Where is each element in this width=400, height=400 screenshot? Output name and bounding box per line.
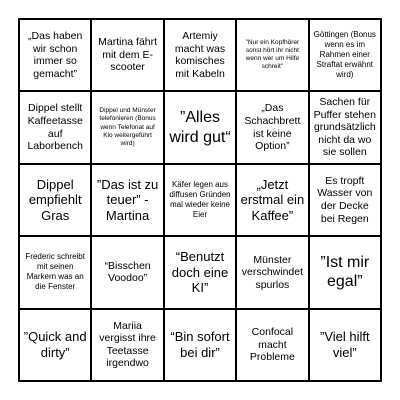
cell-text: Göttingen (Bonus wenn es im Rahmen einer Straftat erwähnt wird)	[313, 30, 376, 80]
cell-text: Es tropft Wasser von der Decke bei Regen	[317, 174, 373, 225]
cell-text: Mariia vergisst ihre Teetasse irgendwo	[99, 319, 156, 370]
bingo-cell[interactable]	[165, 310, 237, 382]
cell-text: “Bisschen Voodoo”	[104, 259, 151, 285]
bingo-cell[interactable]	[92, 20, 164, 92]
cell-text: Sachen für Puffer stehen grundsätzlich nicht da wo sie sollen	[313, 96, 376, 159]
bingo-cell[interactable]	[237, 20, 309, 92]
bingo-cell[interactable]	[20, 310, 92, 382]
cell-text: Confocal macht Probleme	[249, 325, 295, 364]
bingo-cell[interactable]	[92, 165, 164, 237]
cell-text: Artemiy macht was komisches mit Kabeln	[174, 30, 226, 80]
bingo-cell[interactable]	[165, 92, 237, 164]
bingo-cell[interactable]	[165, 165, 237, 237]
cell-text: ”Quick and dirty”	[23, 329, 87, 360]
cell-text: „Das Schachbrett ist keine Option”	[244, 102, 301, 153]
bingo-cell[interactable]	[165, 237, 237, 309]
bingo-cell[interactable]	[20, 237, 92, 309]
bingo-cell[interactable]	[92, 310, 164, 382]
cell-text: “Benutzt doch eine KI”	[171, 249, 229, 296]
bingo-board	[18, 18, 382, 382]
cell-text: „Das haben wir schon immer so gemacht”	[28, 30, 83, 80]
bingo-cell[interactable]	[237, 165, 309, 237]
cell-text: Münster verschwindet spurlos	[241, 253, 304, 291]
bingo-cell[interactable]	[310, 237, 382, 309]
cell-text: Frederic schreibt mit seinen Markern was an die Fenster	[25, 252, 85, 292]
bingo-cell[interactable]	[310, 20, 382, 92]
cell-text: Käfer legen aus diffusen Gründen mal wieder keine Eier	[169, 179, 231, 219]
cell-text: ”Ist mir egal”	[320, 254, 370, 291]
cell-text: ”Alles wird gut“	[169, 109, 231, 146]
bingo-cell[interactable]	[20, 165, 92, 237]
cell-text: Dippel und Münster telefonieren (Bonus wenn Telefonat auf Klo weitergeführt wird)	[99, 107, 156, 147]
cell-text: “Bin sofort bei dir”	[170, 329, 230, 360]
bingo-cell[interactable]	[92, 92, 164, 164]
bingo-cell[interactable]	[310, 165, 382, 237]
bingo-cell[interactable]	[165, 20, 237, 92]
cell-text: „Jetzt erstmal ein Kaffee”	[240, 176, 305, 223]
bingo-cell[interactable]	[92, 237, 164, 309]
bingo-cell[interactable]	[237, 310, 309, 382]
cell-text: ”Viel hilft viel”	[319, 329, 370, 360]
bingo-cell[interactable]	[310, 92, 382, 164]
bingo-cell[interactable]	[310, 310, 382, 382]
bingo-cell[interactable]	[237, 237, 309, 309]
bingo-cell[interactable]	[237, 92, 309, 164]
cell-text: ”Das ist zu teuer” -Martina	[96, 176, 159, 223]
cell-text: Dippel empfiehlt Gras	[28, 176, 82, 223]
cell-text: "Nur ein Kopfhörer sonst hört ihr nicht wenn wer um Hilfe schreit"	[245, 38, 300, 71]
cell-text: Martina fährt mit dem E-scooter	[98, 36, 158, 74]
bingo-cell[interactable]	[20, 20, 92, 92]
cell-text: Dippel stellt Kaffeetasse auf Laborbench	[27, 102, 83, 153]
bingo-cell[interactable]	[20, 92, 92, 164]
